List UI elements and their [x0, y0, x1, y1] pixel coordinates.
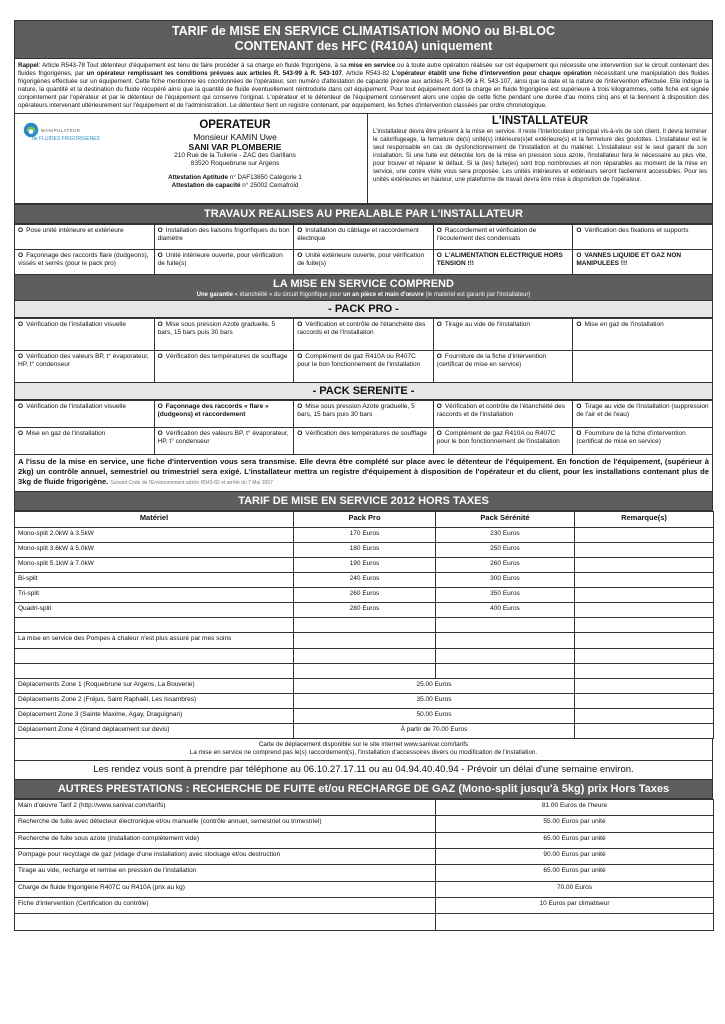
travaux-item-text: Unité intérieure ouverte, pour vérification de fuite(s) — [157, 252, 283, 268]
checkbox-bullet-icon: O — [436, 227, 442, 235]
travaux-item — [433, 250, 573, 275]
mise-sub-d: (le matériel est garanti par l'installateur) — [423, 292, 531, 299]
zone-label: Déplacement Zone 3 (Sainte Maxime, Agay, Draguignan) — [15, 708, 294, 723]
carte-line-1: Carte de déplacement disponible sur le site internet www.sanivar.com/tarifs — [258, 741, 469, 749]
tarif-cell — [575, 573, 714, 588]
pack-pro-item-text: Vérification des températures de soufflage — [165, 353, 288, 361]
travaux-item — [433, 225, 573, 250]
tarif-cell: 250 Euros — [436, 542, 575, 557]
zone-label: Déplacements Zone 2 (Fréjus, Saint Raphaël, Les Issambres) — [15, 693, 294, 708]
tarif-cell — [575, 558, 714, 573]
mise-sub-c: un an pièce et main d'œuvre — [343, 292, 424, 299]
prestation-price: 90.00 Euros par unité — [436, 849, 714, 865]
prestation-row — [15, 914, 714, 930]
tarif-cell — [294, 663, 436, 678]
prestation-row — [15, 800, 714, 816]
pack-serenite-item — [573, 428, 713, 455]
tarif-cell: Mono-split 5.1kW à 7.0kW — [15, 558, 294, 573]
attestation-capacite — [110, 182, 360, 190]
pack-pro-item — [294, 319, 434, 351]
pack-pro-heading: - PACK PRO - — [14, 301, 713, 318]
installateur-heading: L'INSTALLATEUR — [491, 115, 589, 128]
pack-pro-item — [433, 351, 573, 383]
tarif-cell: 240 Euros — [294, 573, 436, 588]
rappel-bold-3: L'opérateur établit une fiche d'intervention pour chaque opération — [391, 69, 592, 77]
zone-row — [15, 724, 714, 739]
zone-price: À partir de 70.00 Euros — [294, 724, 575, 739]
travaux-item-text: L'ALIMENTATION ELECTRIQUE HORS TENSION !!! — [436, 252, 563, 268]
pack-serenite-item-text: Mise en gaz de l'installation — [26, 430, 106, 438]
pack-pro-row — [15, 319, 713, 351]
prestation-label: Tirage au vide, recharge et remise en pression de l'installation — [15, 865, 436, 881]
checkbox-bullet-icon: O — [436, 321, 442, 329]
tarif-cell — [575, 603, 714, 618]
pack-serenite-row — [15, 428, 713, 455]
checkbox-bullet-icon: O — [157, 353, 163, 361]
autres-table — [14, 799, 714, 930]
travaux-item — [294, 225, 434, 250]
travaux-item-text: Installation du câblage et raccordement électrique — [297, 227, 419, 243]
prestation-price: 65.00 Euros par unité — [436, 832, 714, 848]
travaux-item — [154, 225, 294, 250]
zone-row — [15, 708, 714, 723]
checkbox-bullet-icon: O — [436, 353, 442, 361]
tarif-cell — [575, 588, 714, 603]
rappel-paragraph — [14, 59, 713, 114]
checkbox-bullet-icon: O — [157, 403, 163, 411]
prestation-price — [436, 914, 714, 930]
checkbox-bullet-icon: O — [18, 321, 24, 329]
pack-pro-item-text: Mise sous pression Azote graduelle, 5 bars, 15 bars puis 30 bars — [157, 321, 276, 337]
pack-serenite-item-text: Façonnage des raccords « flare » (dudgeons) et raccordement — [157, 403, 269, 419]
tarif-cell — [436, 663, 575, 678]
carte-note — [14, 739, 713, 761]
pack-serenite-item-text: Tirage au vide de l'installation (suppression de l'air et de l'eau) — [576, 403, 709, 419]
rappel-text-2: ou à toute autre opération réalisée sur cet équipement qui nécessite une intervention sur le circuit contenant des fluides frigorigènes, par — [18, 62, 709, 77]
zone-remark — [575, 678, 714, 693]
tarif-row — [15, 648, 714, 663]
operateur-name: Monsieur KAMIN Uwe — [193, 132, 277, 143]
prestation-label: Recherche de fuite avec détecteur électronique et/ou manuelle (contrôle annuel, semestriel ou trimestriel) — [15, 816, 436, 832]
checkbox-bullet-icon: O — [297, 353, 303, 361]
pack-serenite-item — [154, 428, 294, 455]
pack-pro-item-text: Fourniture de la fiche d'intervention (certificat de mise en service) — [436, 353, 547, 369]
mise-heading — [14, 275, 713, 301]
tariff-sheet — [14, 20, 713, 931]
pack-serenite-item — [15, 428, 155, 455]
tarif-cell — [436, 633, 575, 648]
zone-price: 50.00 Euros — [294, 708, 575, 723]
tarif-cell: 280 Euros — [294, 603, 436, 618]
pack-pro-item-text: Mise en gaz de l'installation — [584, 321, 664, 329]
tarif-cell: Mono-split 3.6kW à 5.0kW — [15, 542, 294, 557]
checkbox-bullet-icon: O — [436, 430, 442, 438]
travaux-item — [15, 225, 155, 250]
checkbox-bullet-icon: O — [157, 227, 163, 235]
travaux-item — [154, 250, 294, 275]
prestation-label: Recherche de fuite sous azote (installation complètement vide) — [15, 832, 436, 848]
attestation-aptitude-value: n° DAF13850 Catégorie 1 — [228, 174, 302, 182]
tarif-row — [15, 527, 714, 542]
tarif-cell — [294, 648, 436, 663]
tarif-row — [15, 542, 714, 557]
rappel-bold-1: mise en service — [348, 62, 396, 69]
logo-line-2: de FLUIDES FRIGORIGÈNES — [32, 136, 100, 143]
prestation-row — [15, 881, 714, 897]
zone-label: Déplacement Zone 4 (Grand déplacement sur devis) — [15, 724, 294, 739]
operateur-address-1: 210 Rue de la Tuilerie - ZAC des Garillans — [174, 152, 296, 160]
title-line-2: CONTENANT des HFC (R410A) uniquement — [234, 39, 493, 53]
tarif-cell — [575, 648, 714, 663]
tarif-row — [15, 603, 714, 618]
checkbox-bullet-icon: O — [297, 252, 303, 260]
rappel-text-1: : Article R543-78 Tout détenteur d'équipement est tenu de faire procéder à sa charge en fluide frigorigène, à sa — [38, 62, 349, 69]
travaux-item-text: Installation des liaisons frigorifiques du bon diamètre — [157, 227, 290, 243]
zone-price: 35.00 Euros — [294, 693, 575, 708]
tarif-cell: Quadri-split — [15, 603, 294, 618]
pack-pro-item-text: Vérification de l'installation visuelle — [26, 321, 126, 329]
pack-serenite-heading: - PACK SERENITE - — [14, 383, 713, 400]
pack-serenite-item-text: Vérification des valeurs BP, t° évaporateur, HP, t° condenseur — [157, 430, 289, 446]
tarif-column-header: Matériel — [15, 511, 294, 527]
pack-pro-item-text: Complément de gaz R410A ou R407C pour le bon fonctionnement de l'installation — [297, 353, 421, 369]
prestation-row — [15, 816, 714, 832]
mise-subtitle — [15, 291, 712, 300]
attestation-aptitude-label: Attestation Aptitude — [168, 174, 228, 182]
tarif-cell: La mise en service des Pompes à chaleur n'est plus assuré par mes soins — [15, 633, 294, 648]
checkbox-bullet-icon: O — [297, 430, 303, 438]
prestation-row — [15, 832, 714, 848]
tarif-cell: 300 Euros — [436, 573, 575, 588]
zone-remark — [575, 708, 714, 723]
travaux-item — [294, 250, 434, 275]
operateur-address-2: 83520 Roquebrune sur Argens — [190, 160, 280, 168]
zone-row — [15, 678, 714, 693]
checkbox-bullet-icon: O — [436, 252, 442, 260]
tarif-cell: Mono-split 2.0kW à 3.5kW — [15, 527, 294, 542]
pack-serenite-item-text: Fourniture de la fiche d'intervention (certificat de mise en service) — [576, 430, 686, 446]
parties-block — [14, 114, 713, 204]
prestation-price: 81.00 Euros de l'heure — [436, 800, 714, 816]
travaux-item-text: Vérification des fixations et supports — [584, 227, 689, 235]
tarif-cell — [575, 527, 714, 542]
installateur-panel — [368, 114, 712, 203]
travaux-item-text: Unité extérieure ouverte, pour vérification de fuite(s) — [297, 252, 425, 268]
pack-serenite-item — [433, 428, 573, 455]
autres-heading: AUTRES PRESTATIONS : RECHERCHE DE FUITE et/ou RECHARGE DE GAZ (Mono-split jusqu'à 5kg) prix Hors Taxes — [14, 780, 713, 799]
tarif-cell: Tri-split — [15, 588, 294, 603]
tarif-column-header: Pack Sérénité — [436, 511, 575, 527]
tarif-cell — [15, 618, 294, 633]
prestation-price: 70.00 Euros — [436, 881, 714, 897]
manipulateur-logo — [23, 122, 109, 142]
pack-serenite-item — [154, 401, 294, 428]
prestation-price: 10 Euros par climatiseur — [436, 897, 714, 913]
checkbox-bullet-icon: O — [576, 403, 582, 411]
checkbox-bullet-icon: O — [297, 321, 303, 329]
zone-remark — [575, 693, 714, 708]
travaux-item — [15, 250, 155, 275]
zone-remark — [575, 724, 714, 739]
tarif-cell — [15, 663, 294, 678]
checkbox-bullet-icon: O — [157, 252, 163, 260]
pack-pro-item — [433, 319, 573, 351]
travaux-item — [573, 250, 713, 275]
operateur-panel — [15, 114, 368, 203]
operateur-company: SANI VAR PLOMBERIE — [188, 142, 282, 153]
logo-line-1: MANIPULATEUR — [41, 127, 81, 133]
pack-pro-table — [14, 318, 713, 383]
tarif-row — [15, 663, 714, 678]
tarif-cell: 260 Euros — [436, 558, 575, 573]
tarif-cell: 180 Euros — [294, 542, 436, 557]
tarif-row — [15, 573, 714, 588]
travaux-item-text: Pose unité intérieure et extérieure — [26, 227, 124, 235]
tarif-cell: 190 Euros — [294, 558, 436, 573]
document-title — [14, 20, 713, 59]
pack-serenite-item — [294, 428, 434, 455]
title-line-1: TARIF de MISE EN SERVICE CLIMATISATION MONO ou BI-BLOC — [171, 24, 556, 38]
zone-price: 25.00 Euros — [294, 678, 575, 693]
pack-serenite-item — [433, 401, 573, 428]
tarif-row — [15, 633, 714, 648]
travaux-item-text: Raccordement et vérification de l'écoulement des condensats — [436, 227, 537, 243]
pack-serenite-item — [15, 401, 155, 428]
operateur-info — [110, 119, 360, 190]
checkbox-bullet-icon: O — [576, 430, 582, 438]
mise-title: LA MISE EN SERVICE COMPREND — [273, 278, 454, 291]
tarif-cell — [436, 648, 575, 663]
tarif-row — [15, 558, 714, 573]
checkbox-bullet-icon: O — [157, 321, 163, 329]
pack-serenite-item-text: Vérification des températures de soufflage — [305, 430, 427, 438]
pack-pro-item-text: Tirage au vide de l'installation — [444, 321, 531, 329]
carte-line-2: La mise en service ne comprend pas le(s) raccordement(s), l'installation d'accessoires divers ou modification de l'installation. — [189, 749, 538, 757]
tarif-cell — [15, 648, 294, 663]
pack-pro-item — [573, 319, 713, 351]
tarif-cell — [575, 618, 714, 633]
pack-serenite-item-text: Mise sous pression Azote graduelle, 5 bars, 15 bars puis 30 bars — [297, 403, 415, 419]
tarif-table — [14, 511, 714, 739]
prestation-row — [15, 897, 714, 913]
prestation-label: Main d'œuvre Tarif 2 (http://www.sanivar.com/tarifs) — [15, 800, 436, 816]
prestation-price: 55.00 Euros par unité — [436, 816, 714, 832]
fiche-note-source: Suivant Code de l'Environnement article R543-82 et arrêté du 7 Mai 2007 — [110, 480, 273, 487]
travaux-item — [573, 225, 713, 250]
mise-sub-b: « étanchéité » du circuit frigorifique pour — [232, 292, 344, 299]
tarif-row — [15, 618, 714, 633]
pack-pro-item — [154, 351, 294, 383]
tarif-cell — [575, 633, 714, 648]
prestation-label: Fiche d'intervention (Certification du contrôle) — [15, 897, 436, 913]
checkbox-bullet-icon: O — [436, 403, 442, 411]
pack-serenite-item-text: Vérification de l'installation visuelle — [26, 403, 126, 411]
travaux-heading: TRAVAUX REALISES AU PREALABLE PAR L'INSTALLATEUR — [14, 204, 713, 224]
travaux-table — [14, 224, 713, 275]
pack-serenite-item — [294, 401, 434, 428]
rappel-label: Rappel — [18, 62, 39, 69]
attestation-capacite-value: n° 25002 Cemafroid — [240, 182, 299, 190]
tarif-cell — [294, 633, 436, 648]
fiche-intervention-note — [14, 455, 713, 491]
tarif-column-header: Remarque(s) — [575, 511, 714, 527]
checkbox-bullet-icon: O — [18, 403, 24, 411]
prestation-label: Pompage pour recyclage de gaz (vidage d'une installation) avec stockage et/ou destruction — [15, 849, 436, 865]
zone-row — [15, 693, 714, 708]
tarif-cell: 400 Euros — [436, 603, 575, 618]
rendez-vous-note: Les rendez vous sont à prendre par téléphone au 06.10.27.17.11 ou au 04.94.40.40.94 - Prévoir un délai d'une semaine environ. — [14, 761, 713, 780]
pack-pro-item-text: Vérification des valeurs BP, t° évaporateur, HP, t° condenseur — [18, 353, 149, 369]
checkbox-bullet-icon: O — [18, 430, 24, 438]
pack-pro-item — [294, 351, 434, 383]
pack-pro-row — [15, 351, 713, 383]
checkbox-bullet-icon: O — [18, 227, 24, 235]
tarif-cell — [575, 542, 714, 557]
checkbox-bullet-icon: O — [297, 403, 303, 411]
checkbox-bullet-icon: O — [576, 321, 582, 329]
operateur-heading: OPERATEUR — [199, 119, 271, 132]
pack-pro-item-text: Vérification et contrôle de l'étanchéité des raccords et de l'installation — [297, 321, 426, 337]
prestation-price: 65.00 Euros par unité — [436, 865, 714, 881]
checkbox-bullet-icon: O — [157, 430, 163, 438]
tarif-cell — [575, 663, 714, 678]
prestation-label: Charge de fluide frigorigène R407C ou R410A (prix au kg) — [15, 881, 436, 897]
travaux-item-text: VANNES LIQUIDE ET GAZ NON MANIPULEES !!! — [576, 252, 682, 268]
pack-pro-item — [573, 351, 713, 383]
pack-pro-item — [154, 319, 294, 351]
mise-sub-a: Une garantie — [196, 292, 233, 299]
rappel-text-3: . Article R543-82 — [341, 69, 392, 77]
pack-serenite-item — [573, 401, 713, 428]
prestation-label — [15, 914, 436, 930]
pack-serenite-table — [14, 400, 713, 455]
checkbox-bullet-icon: O — [576, 227, 582, 235]
tarif-cell: 260 Euros — [294, 588, 436, 603]
tarif-cell — [294, 618, 436, 633]
checkbox-bullet-icon: O — [297, 227, 303, 235]
travaux-row — [15, 225, 713, 250]
pack-pro-item — [15, 351, 155, 383]
tarif-cell — [436, 618, 575, 633]
tarif-heading: TARIF DE MISE EN SERVICE 2012 HORS TAXES — [14, 492, 713, 511]
rappel-text-4: nécessitant une manipulation des fluides frigorigènes effectuée sur un équipement. Cette fiche mentionne les coordonnées de l'opérateur, son numéro d'attestation de capacité prévue aux articles R. 543-99 à R. 543-107, ainsi que la date et la nature de l'intervention effectuée. Elle indique la nature, la quantité et la destination du fluide récupéré ainsi que la quantité de fluide éventuellement réintroduite dans cet équipement. Pour tout équipement dont la charge en fluide frigorigène est supérieure à trois kilogrammes, cette fiche est signée conjointement par l'opérateur et par le détenteur de l'équipement qui conserve l'original. L'opérateur et le détenteur de l'équipement conservent alors une copie de cette fiche pendant une durée d'au moins cinq ans et la tiennent à disposition des opérateurs intervenant ultérieurement sur l'équipement et de l'administration. Le détenteur tient un registre contenant, par équipement, les fiches d'intervention classées par ordre chronologique. — [18, 69, 709, 109]
tarif-cell: 170 Euros — [294, 527, 436, 542]
prestation-row — [15, 849, 714, 865]
fiche-note-text: A l'issu de la mise en service, une fiche d'intervention vous sera transmise. Elle devra être complété sur place avec le détenteur de l'équipement. En fonction de l'équipement, (supérieur à 2kg) un contrôle annuel, semestriel ou trimestriel sera exigé. L'installateur mettra un registre d'équipement à disposition de l'opérateur et du client, pour les installations contenant plus de 3kg de fluide frigorigène. — [18, 457, 709, 487]
attestation-capacite-label: Attestation de capacité — [171, 182, 241, 190]
tarif-cell: 230 Euros — [436, 527, 575, 542]
pack-serenite-row — [15, 401, 713, 428]
installateur-text: L'installateur devra être présent à la mise en service. Il reste l'interlocuteur principal vis-à-vis de son client. Il devra terminer le calorifugeage, la fermeture de(s) unité(s) intérieure(s)et extérieure(s) et la fermeture des goulottes. L'installateur est le seul responsable en cas de dysfonctionnement de l'installation et du matériel. L'installateur est le seul garant de son installation. Si une fuite est détectée lors de la mise en pression sous azote, l'installateur fera le nécessaire au plus vite, pour trouver et réparer le défaut. Si la (les) fuite(es) sont trop nombreuses et non réparables au moment de la mise en service, une contre visite vous sera proposée. Les unités intérieures et extérieurs seront facilement accessibles. Pour les unités extérieures en hauteur, une plateforme de travail devra être mise à disposition de l'opérateur. — [373, 128, 707, 183]
pack-serenite-item-text: Vérification et contrôle de l'étanchéité des raccords et de l'installation — [436, 403, 565, 419]
checkbox-bullet-icon: O — [576, 252, 582, 260]
travaux-item-text: Façonnage des raccords flare (dudgeons), vissés et serrés (pour le pack pro) — [18, 252, 149, 268]
checkbox-bullet-icon: O — [18, 252, 24, 260]
pack-pro-item — [15, 319, 155, 351]
tarif-cell: Bi-split — [15, 573, 294, 588]
pack-serenite-item-text: Complément de gaz R410A ou R407C pour le bon fonctionnement de l'installation — [436, 430, 560, 446]
travaux-row — [15, 250, 713, 275]
tarif-row — [15, 588, 714, 603]
tarif-cell: 350 Euros — [436, 588, 575, 603]
prestation-row — [15, 865, 714, 881]
zone-label: Déplacements Zone 1 (Roquebrune sur Argens, La Bouverie) — [15, 678, 294, 693]
rappel-bold-2: un opérateur remplissant les conditions prévues aux articles R. 543-99 à R. 543-107 — [86, 69, 342, 77]
tarif-column-header: Pack Pro — [294, 511, 436, 527]
checkbox-bullet-icon: O — [18, 353, 24, 361]
